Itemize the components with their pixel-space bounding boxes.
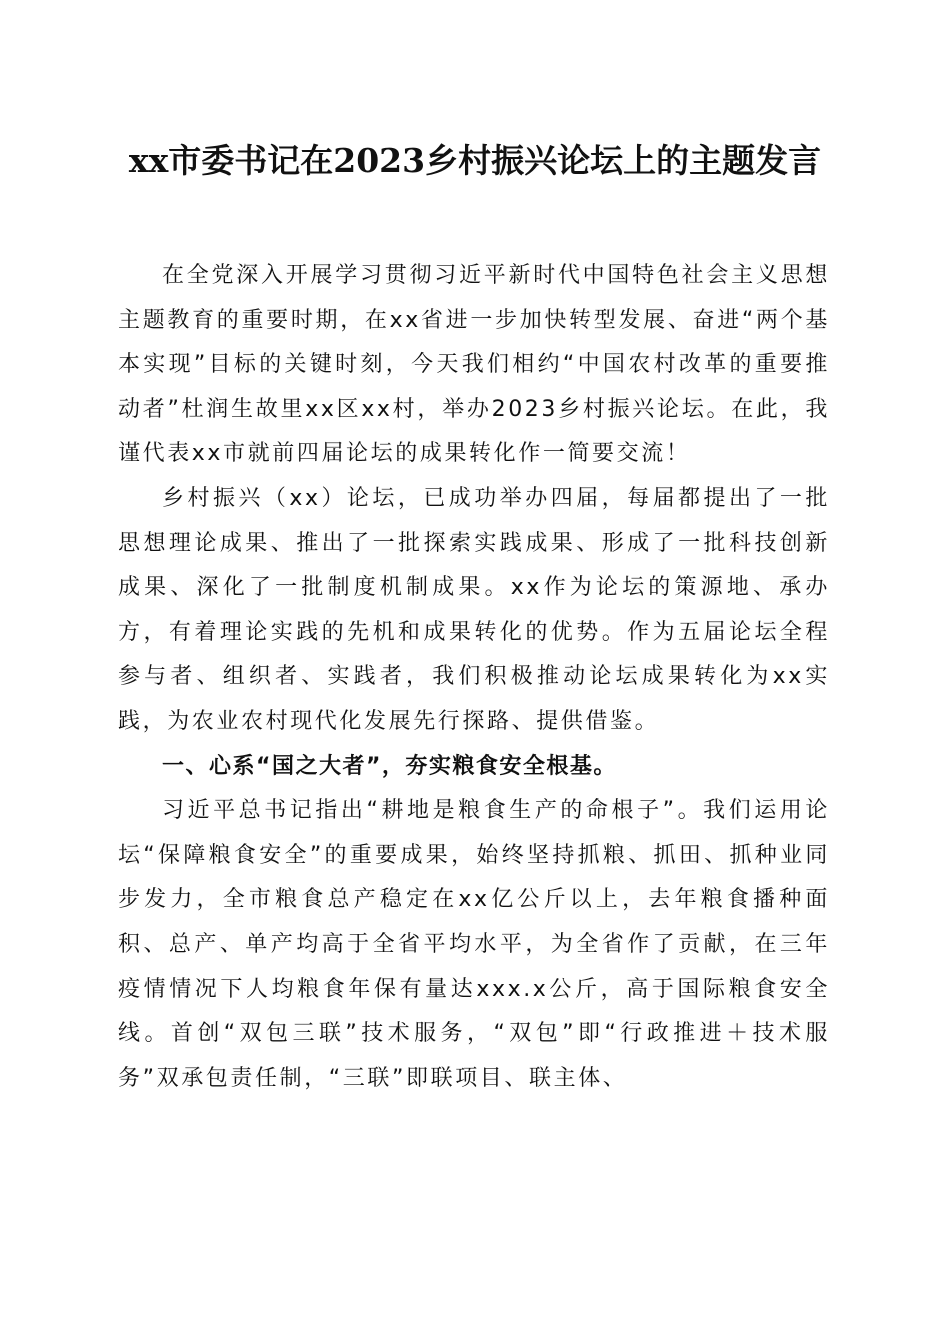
- section-heading: 一、心系“国之大者”，夯实粮食安全根基。: [162, 753, 617, 779]
- document-body: [118, 254, 830, 1101]
- section-paragraph: 习近平总书记指出“耕地是粮食生产的命根子”。我们运用论坛“保障粮食安全”的重要成果，始终坚持抓粮、抓田、抓种业同步发力，全市粮食总产稳定在xx亿公斤以上，去年粮食播种面积、总产、单产均高于全省平均水平，为全省作了贡献，在三年疫情情况下人均粮食年保有量达xxx.x公斤，高于国际粮食安全线。首创“双包三联”技术服务，“双包”即“行政推进＋技术服务”双承包责任制，“三联”即联项目、联主体、: [118, 798, 830, 1091]
- forum-overview-paragraph: 乡村振兴（xx）论坛，已成功举办四届，每届都提出了一批思想理论成果、推出了一批探索实践成果、形成了一批科技创新成果、深化了一批制度机制成果。xx作为论坛的策源地、承办方，有着理论实践的先机和成果转化的优势。作为五届论坛全程参与者、组织者、实践者，我们积极推动论坛成果转化为xx实践，为农业农村现代化发展先行探路、提供借鉴。: [118, 485, 830, 734]
- document-title: xx市委书记在2023乡村振兴论坛上的主题发言: [128, 141, 822, 180]
- intro-paragraph: 在全党深入开展学习贯彻习近平新时代中国特色社会主义思想主题教育的重要时期，在xx省进一步加快转型发展、奋进“两个基本实现”目标的关键时刻，今天我们相约“中国农村改革的重要推动者”杜润生故里xx区xx村，举办2023乡村振兴论坛。在此，我谨代表xx市就前四届论坛的成果转化作一简要交流！: [118, 263, 830, 467]
